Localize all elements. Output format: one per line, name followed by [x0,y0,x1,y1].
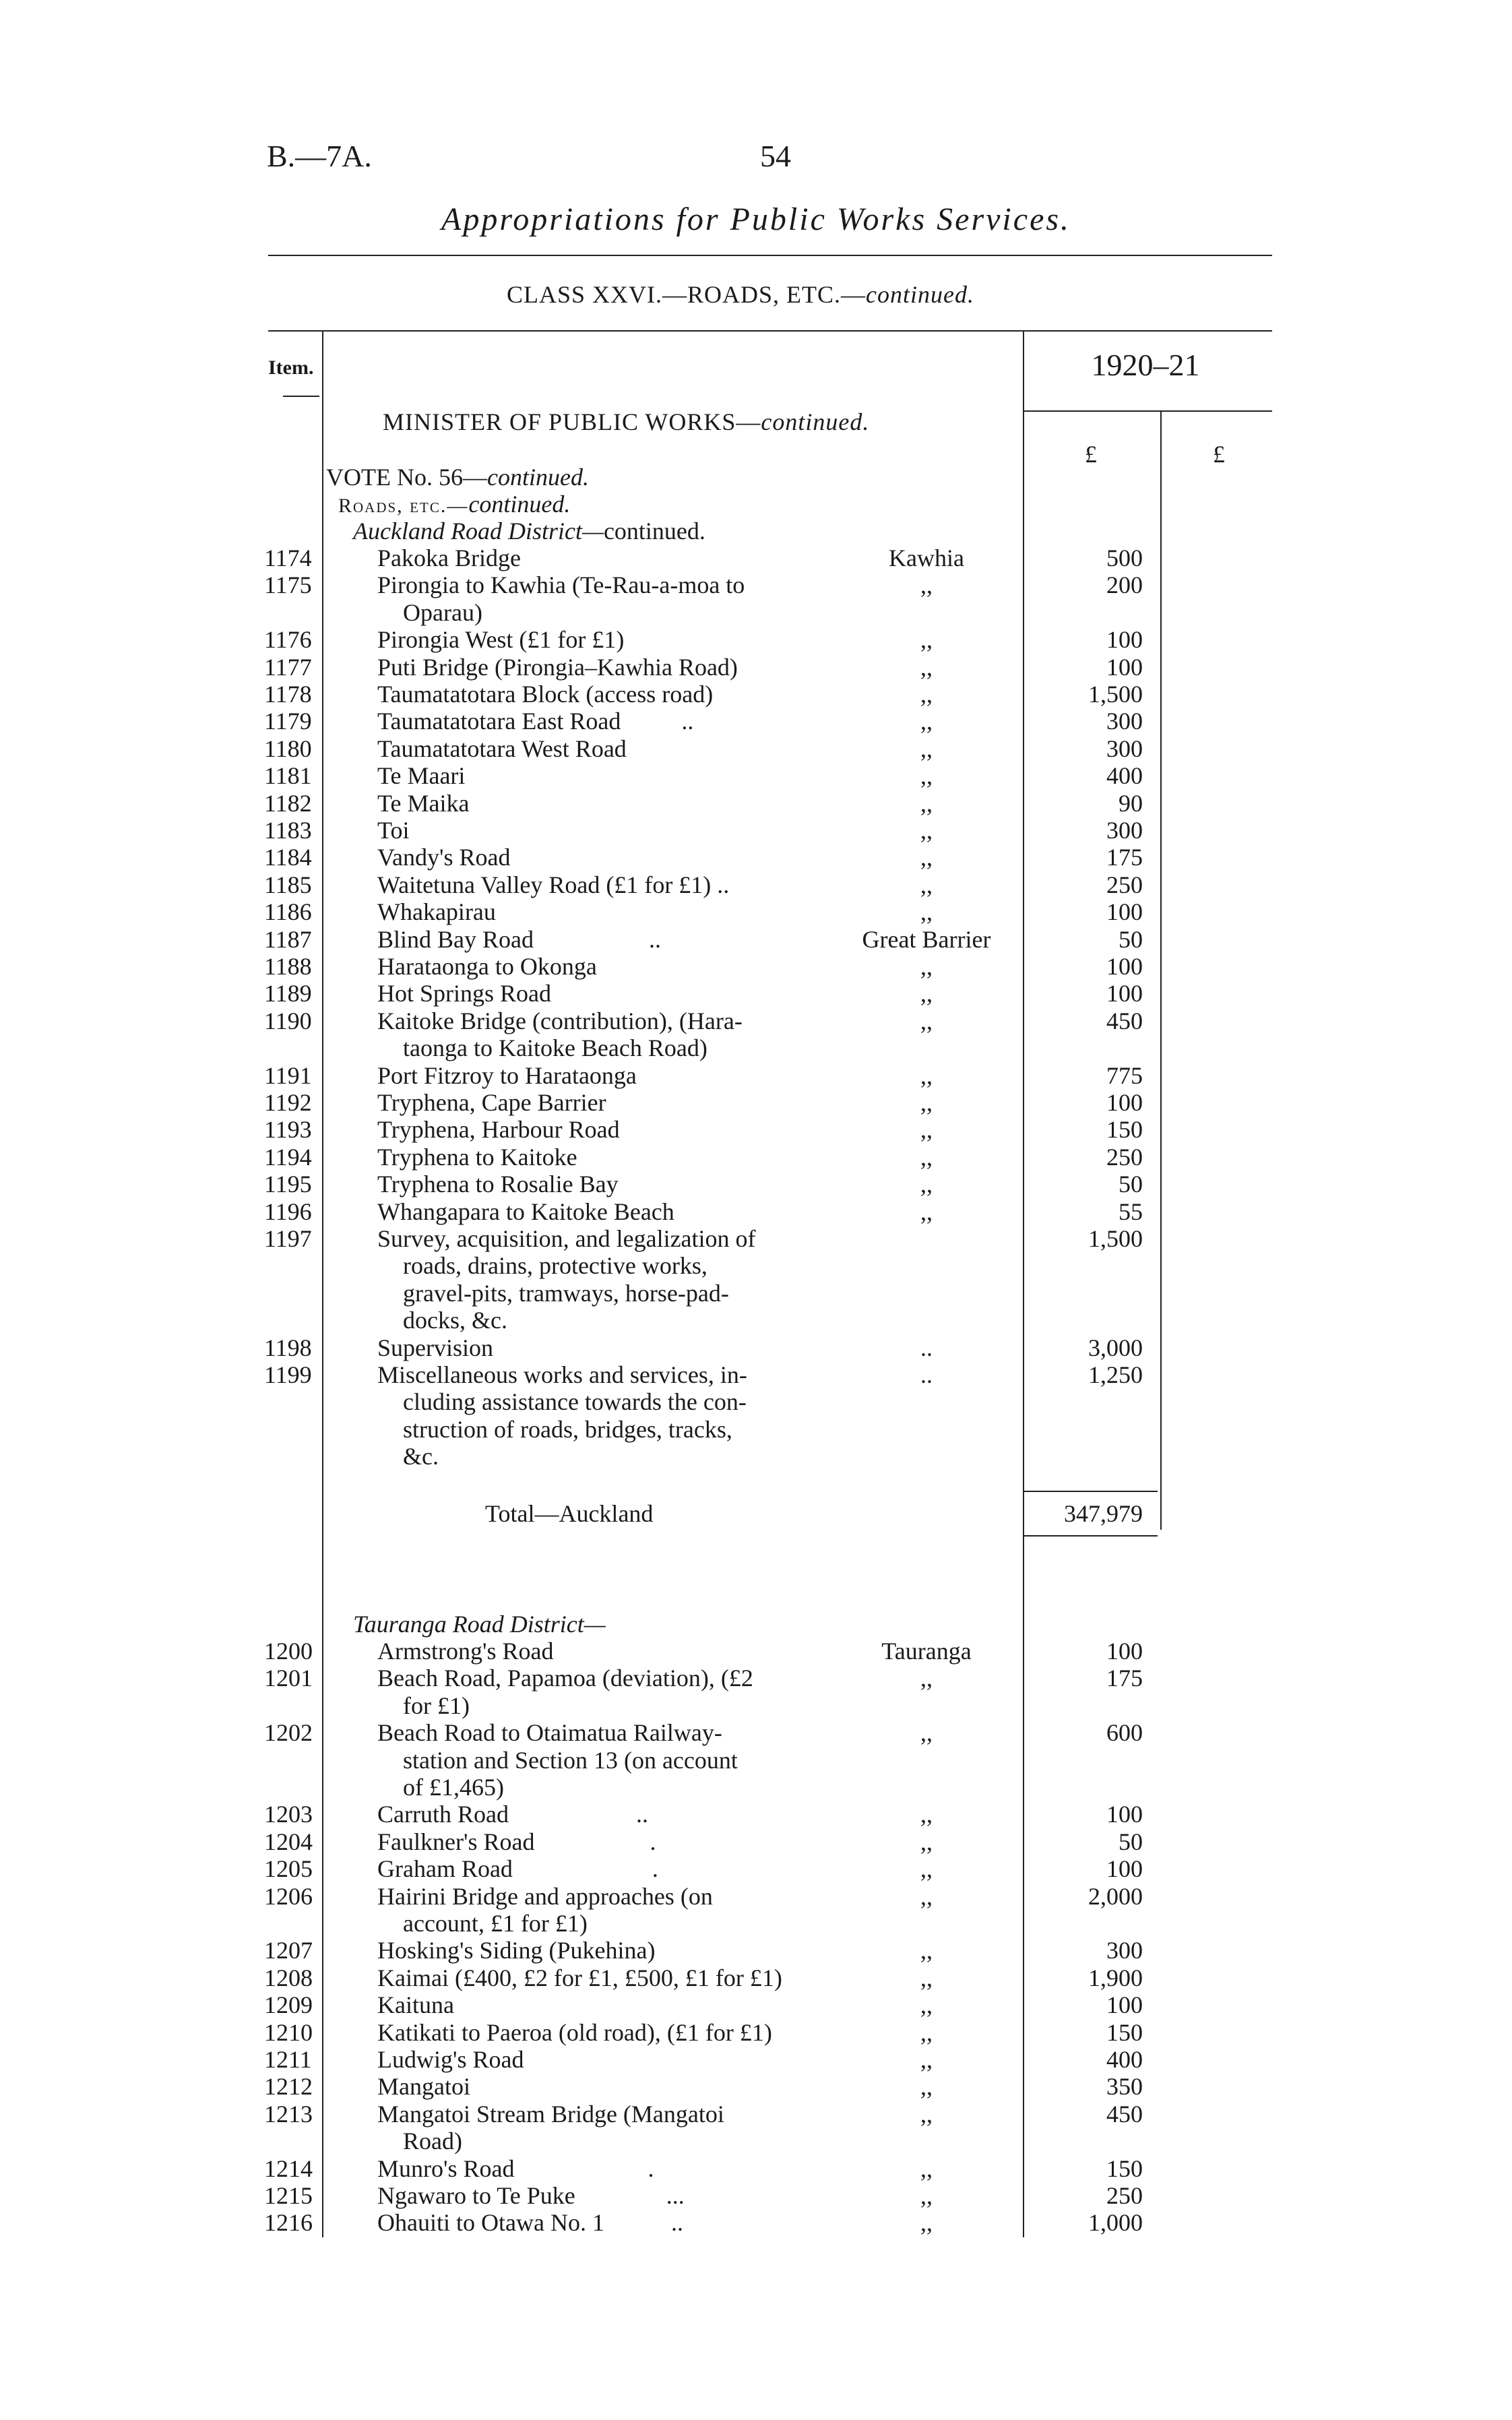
item-description: Miscellaneous works and services, in- [377,1361,747,1388]
item-number: 1196 [264,1198,312,1225]
item-number: 1205 [264,1855,313,1883]
item-description: Hot Springs Road [377,980,552,1007]
district-place: ,, [920,1665,933,1692]
item-description-continued: Oparau) [403,598,482,626]
item-description: Kaitoke Bridge (contribution), (Hara- [377,1007,743,1034]
item-description: Mangatoi Stream Bridge (Mangatoi [377,2100,724,2128]
currency-symbol-2: £ [1213,441,1225,468]
item-description-continued: station and Section 13 (on account [403,1746,738,1774]
district-place: .. [920,1334,933,1361]
item-description: Katikati to Paeroa (old road), (£1 for £1) [377,2018,772,2046]
district-place: ,, [920,1061,933,1089]
item-number: 1176 [264,626,312,654]
district-place: ,, [920,1991,933,2019]
item-amount: 300 [1106,735,1143,762]
district-place: ,, [920,1143,933,1171]
item-description: Supervision [377,1334,494,1361]
item-number: 1208 [264,1964,313,1991]
item-amount: 1,250 [1088,1361,1143,1388]
item-amount: 300 [1106,1937,1143,1964]
vote-heading: VOTE No. 56—continued. [326,464,589,491]
item-amount: 400 [1106,762,1143,790]
item-description-continued: for £1) [403,1692,470,1719]
header-rule [268,255,1272,256]
item-number: 1204 [264,1828,313,1855]
item-number: 1203 [264,1801,313,1828]
item-number: 1214 [264,2154,313,2182]
item-description: Tryphena to Rosalie Bay [377,1171,619,1198]
item-number: 1185 [264,871,312,898]
item-description: Beach Road, Papamoa (deviation), (£2 [377,1665,753,1692]
item-number: 1207 [264,1937,313,1964]
item-amount: 50 [1119,925,1143,953]
item-amount: 50 [1119,1828,1143,1855]
item-amount: 450 [1106,1007,1143,1034]
total-label: Total—Auckland [485,1500,654,1527]
second-amount-divider [1160,411,1162,1530]
item-column-divider [322,330,323,2237]
district-place: ,, [920,953,933,980]
district-place: ,, [920,789,933,817]
item-amount: 250 [1106,1143,1143,1171]
item-number: 1177 [264,653,312,681]
district-place: ,, [920,653,933,681]
district-place: ,, [920,1855,933,1883]
item-amount: 150 [1106,2018,1143,2046]
item-description: Pirongia to Kawhia (Te-Rau-a-moa to [377,571,745,599]
item-amount: 1,500 [1088,681,1143,708]
item-description: Beach Road to Otaimatua Railway- [377,1719,722,1747]
item-description: Harataonga to Okonga [377,953,597,980]
district-place: ,, [920,2209,933,2237]
item-number: 1200 [264,1638,313,1665]
item-number: 1182 [264,789,312,817]
item-number: 1211 [264,2046,312,2073]
total-bottom-rule [1023,1535,1158,1537]
item-amount: 200 [1106,571,1143,599]
item-number: 1184 [264,844,312,871]
district-place: Great Barrier [862,925,991,953]
item-description: Kaimai (£400, £2 for £1, £500, £1 for £1) [377,1964,782,1991]
district-place: ,, [920,571,933,599]
item-amount: 175 [1106,1665,1143,1692]
item-amount: 55 [1119,1198,1143,1225]
item-number: 1175 [264,571,312,599]
district-place: ,, [920,1801,933,1828]
item-description-continued: docks, &c. [403,1307,507,1334]
item-description-continued: cluding assistance towards the con- [403,1388,747,1416]
document-reference: B.—7A. [267,139,372,173]
item-amount: 775 [1106,1061,1143,1089]
item-number: 1194 [264,1143,312,1171]
amount-column-divider [1023,330,1024,2237]
item-number: 1215 [264,2182,313,2209]
item-description: Puti Bridge (Pirongia–Kawhia Road) [377,653,738,681]
item-number: 1212 [264,2073,313,2101]
item-column-header: Item. [268,356,314,379]
district-place: ,, [920,2100,933,2128]
item-description-continued: &c. [403,1443,439,1470]
item-number: 1174 [264,545,312,571]
district-place: ,, [920,1007,933,1034]
item-amount: 100 [1106,980,1143,1007]
item-description: Taumatatotara East Road .. [377,708,694,735]
item-description: Tryphena to Kaitoke [377,1143,577,1171]
district-place: ,, [920,735,933,762]
item-header-underline [283,396,319,397]
item-description: Tryphena, Cape Barrier [377,1089,606,1116]
item-number: 1180 [264,735,312,762]
item-description-continued: gravel-pits, tramways, horse-pad- [403,1279,729,1307]
item-number: 1186 [264,898,312,926]
district-place: ,, [920,2018,933,2046]
item-number: 1179 [264,708,312,735]
item-description: Whangapara to Kaitoke Beach [377,1198,674,1225]
item-description: Te Maika [377,789,470,817]
item-description: Vandy's Road [377,844,511,871]
district-place: ,, [920,1116,933,1144]
item-number: 1193 [264,1116,312,1144]
item-description: Survey, acquisition, and legalization of [377,1225,756,1252]
item-amount: 100 [1106,1801,1143,1828]
item-amount: 300 [1106,708,1143,735]
item-description: Pakoka Bridge [377,545,521,571]
item-description: Taumatatotara Block (access road) [377,681,714,708]
district-place: ,, [920,1089,933,1116]
item-number: 1209 [264,1991,313,2019]
item-amount: 90 [1119,789,1143,817]
district-place: ,, [920,1964,933,1991]
item-amount: 175 [1106,844,1143,871]
item-description: Carruth Road .. [377,1801,648,1828]
year-header-rule [1023,410,1272,412]
item-number: 1216 [264,2209,313,2237]
district-place: .. [920,1361,933,1388]
item-amount: 250 [1106,871,1143,898]
item-description: Ohauiti to Otawa No. 1 .. [377,2209,683,2237]
district-place: ,, [920,980,933,1007]
district-place: ,, [920,708,933,735]
item-amount: 350 [1106,2073,1143,2101]
year-column-header: 1920–21 [1091,348,1200,382]
item-amount: 100 [1106,653,1143,681]
item-amount: 2,000 [1088,1882,1143,1910]
item-description-continued: of £1,465) [403,1774,504,1801]
district-place: ,, [920,2182,933,2209]
item-description: Pirongia West (£1 for £1) [377,626,625,654]
item-number: 1190 [264,1007,312,1034]
item-amount: 1,500 [1088,1225,1143,1252]
district-place: ,, [920,2073,933,2101]
district-place: ,, [920,626,933,654]
item-number: 1183 [264,817,312,844]
item-number: 1181 [264,762,312,790]
item-amount: 1,000 [1088,2209,1143,2237]
district-place: ,, [920,1198,933,1225]
district-place: ,, [920,817,933,844]
tauranga-district-heading: Tauranga Road District— [353,1611,606,1638]
item-description: Whakapirau [377,898,496,926]
item-amount: 100 [1106,1855,1143,1883]
item-description: Ngawaro to Te Puke ... [377,2182,685,2209]
district-place: ,, [920,2154,933,2182]
item-amount: 600 [1106,1719,1143,1747]
district-place: ,, [920,1882,933,1910]
item-number: 1201 [264,1665,313,1692]
item-description-continued: struction of roads, bridges, tracks, [403,1415,732,1443]
item-number: 1197 [264,1225,312,1252]
item-amount: 250 [1106,2182,1143,2209]
item-amount: 1,900 [1088,1964,1143,1991]
item-description: Port Fitzroy to Harataonga [377,1061,637,1089]
item-description: Graham Road . [377,1855,658,1883]
total-top-rule [1023,1491,1158,1492]
item-amount: 100 [1106,898,1143,926]
item-amount: 100 [1106,1638,1143,1665]
page-number: 54 [760,139,791,173]
item-description: Blind Bay Road .. [377,925,661,953]
table-top-rule [268,330,1272,332]
item-amount: 100 [1106,1991,1143,2019]
item-description: Hairini Bridge and approaches (on [377,1882,713,1910]
item-description-continued: taonga to Kaitoke Beach Road) [403,1034,707,1062]
item-description: Ludwig's Road [377,2046,524,2073]
district-place: ,, [920,1828,933,1855]
item-amount: 50 [1119,1171,1143,1198]
total-amount: 347,979 [1064,1500,1143,1527]
district-place: ,, [920,1937,933,1964]
district-place: Kawhia [889,545,964,571]
item-amount: 100 [1106,953,1143,980]
auckland-district-heading: Auckland Road District—continued. [353,518,705,545]
page-title: Appropriations for Public Works Services. [441,201,1071,237]
district-place: ,, [920,844,933,871]
district-place: ,, [920,871,933,898]
item-number: 1192 [264,1089,312,1116]
district-place: ,, [920,762,933,790]
item-amount: 100 [1106,626,1143,654]
roads-heading: Roads, etc.—continued. [338,491,571,518]
item-description: Tryphena, Harbour Road [377,1116,620,1144]
item-amount: 450 [1106,2100,1143,2128]
item-number: 1188 [264,953,312,980]
item-amount: 300 [1106,817,1143,844]
item-amount: 150 [1106,1116,1143,1144]
item-number: 1189 [264,980,312,1007]
item-number: 1199 [264,1361,312,1388]
item-amount: 100 [1106,1089,1143,1116]
class-heading: CLASS XXVI.—ROADS, ETC.—continued. [507,281,975,308]
minister-heading: MINISTER OF PUBLIC WORKS—continued. [383,408,870,435]
item-description-continued: Road) [403,2128,462,2155]
currency-symbol-1: £ [1085,441,1097,468]
item-description: Hosking's Siding (Pukehina) [377,1937,656,1964]
district-place: ,, [920,2046,933,2073]
item-description: Taumatatotara West Road [377,735,627,762]
item-number: 1191 [264,1061,312,1089]
item-number: 1202 [264,1719,313,1747]
item-number: 1178 [264,681,312,708]
item-description-continued: account, £1 for £1) [403,1910,588,1937]
item-number: 1210 [264,2018,313,2046]
item-description: Faulkner's Road . [377,1828,656,1855]
item-amount: 400 [1106,2046,1143,2073]
item-amount: 3,000 [1088,1334,1143,1361]
item-number: 1206 [264,1882,313,1910]
item-amount: 500 [1106,545,1143,571]
district-place: ,, [920,1719,933,1747]
item-number: 1195 [264,1171,312,1198]
item-description: Te Maari [377,762,466,790]
district-place: ,, [920,681,933,708]
item-description: Mangatoi [377,2073,470,2101]
item-description: Toi [377,817,410,844]
item-description: Armstrong's Road [377,1638,554,1665]
district-place: ,, [920,1171,933,1198]
item-description-continued: roads, drains, protective works, [403,1252,707,1280]
item-description: Kaituna [377,1991,454,2019]
item-number: 1187 [264,925,312,953]
item-amount: 150 [1106,2154,1143,2182]
item-description: Waitetuna Valley Road (£1 for £1) .. [377,871,730,898]
district-place: ,, [920,898,933,926]
item-description: Munro's Road . [377,2154,654,2182]
item-number: 1198 [264,1334,312,1361]
item-number: 1213 [264,2100,313,2128]
district-place: Tauranga [881,1638,972,1665]
